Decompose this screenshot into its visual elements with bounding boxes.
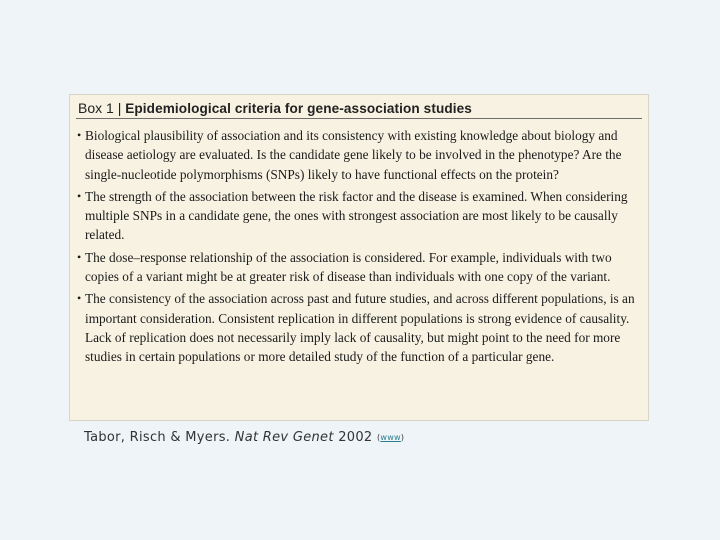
box-header — [78, 100, 640, 117]
citation-authors: Tabor, Risch & Myers. — [84, 430, 231, 445]
citation-journal: Nat Rev Genet — [234, 430, 334, 445]
citation-close-paren: ) — [400, 433, 405, 442]
bullet-icon: • — [77, 291, 82, 306]
citation-year: 2002 — [338, 430, 373, 445]
list-item-text: The dose–response relationship of the association is considered. For example, individuals with two copies of a variant might be at greater risk of disease than individuals with one copy of the variant. — [85, 249, 612, 285]
list-item-text: The strength of the association between the risk factor and the disease is examined. When considering multiple SNPs in a candidate gene, the ones with strongest association are most likely to be causally related. — [85, 188, 628, 243]
citation — [84, 430, 404, 445]
list-item — [78, 248, 640, 287]
box-label: Box 1 | — [78, 100, 122, 116]
list-item — [78, 289, 640, 366]
list-item — [78, 126, 640, 184]
list-item-text: The consistency of the association across past and future studies, and across different populations, is an important consideration. Consistent replication in different populations is strong evidence of causality. Lack of replication does not necessarily imply lack of causality, but might point to the need for more studies in certain populations or more detailed study of the function of a particular gene. — [85, 291, 635, 365]
bullet-icon: • — [77, 249, 82, 264]
list-item-text: Biological plausibility of association and its consistency with existing knowledge about biology and disease aetiology are evaluated. Is the candidate gene likely to be involved in the phenotype? Are the single-nucleotide polymorphisms (SNPs) likely to have functional effects on the protein? — [85, 128, 622, 182]
bullet-icon: • — [77, 188, 82, 203]
citation-open-paren: ( — [376, 433, 381, 442]
criteria-box — [69, 94, 649, 421]
citation-link[interactable]: www — [380, 433, 401, 442]
bullet-icon: • — [77, 128, 82, 142]
criteria-list — [78, 126, 640, 370]
box-title: Epidemiological criteria for gene-association studies — [125, 101, 472, 116]
header-divider — [76, 118, 642, 119]
list-item — [78, 187, 640, 245]
